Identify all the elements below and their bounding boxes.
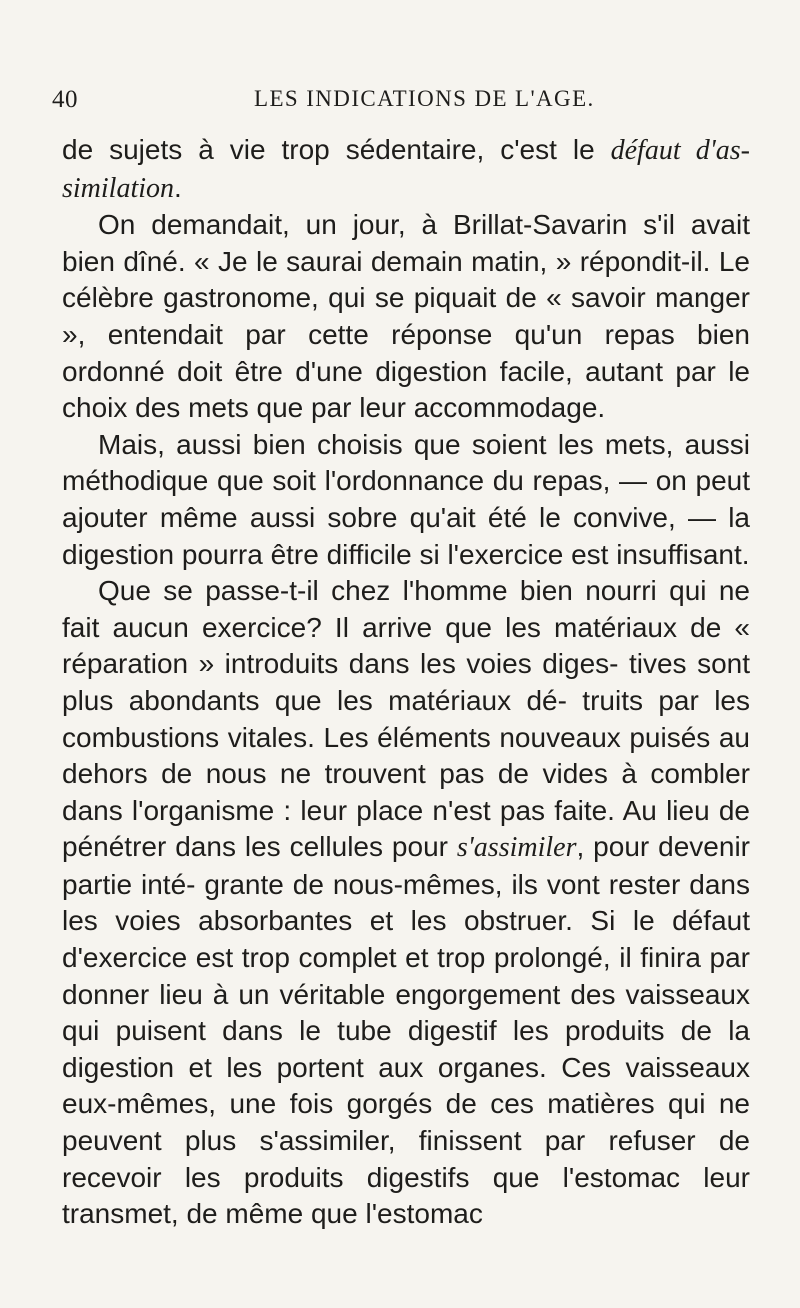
paragraph-2: On demandait, un jour, à Brillat-Savarin s'il avait bien dîné. « Je le saurai demain matin, » répondit-il. Le célèbre gastronome, qui se piquait de « savoir manger », entendait par cette réponse qu'un repas bien ordonné doit être d'une digestion facile, autant par le choix des mets que par leur accommodage. bbox=[62, 209, 750, 424]
paragraph-1-italic: défaut d'as- similation bbox=[62, 135, 750, 204]
body-text bbox=[62, 132, 750, 1233]
paragraph-4 bbox=[62, 573, 750, 1233]
running-title: LES INDICATIONS DE L'AGE. bbox=[254, 86, 595, 111]
paragraph-4-italic: s'assimiler bbox=[456, 832, 577, 864]
paragraph-4-text-a: Que se passe-t-il chez l'homme bien nourri qui ne fait aucun exercice? Il arrive que les matériaux de « réparation » introduits dans les voies diges- tives sont plus abondants que les matériaux dé- truits par les combustions vitales. Les éléments nouveaux puisés au dehors de nous ne trouvent pas de vides à combler dans l'organisme : leur place n'est pas faite. Au lieu de pénétrer dans les cellules pour bbox=[62, 575, 750, 863]
paragraph-3: Mais, aussi bien choisis que soient les mets, aussi méthodique que soit l'ordonnance du repas, — on peut ajouter même aussi sobre qu'ait été le convive, — la digestion pourra être difficile si l'exercice est insuffisant. bbox=[62, 428, 750, 570]
running-head bbox=[52, 86, 750, 116]
paragraph-4-text-b: , pour devenir partie inté- grante de nous-mêmes, ils vont rester dans les voies absorbantes et les obstruer. Si le défaut d'exercice est trop complet et trop prolongé, il finira par donner lieu à un véritable engorgement des vaisseaux qui puisent dans le tube digestif les produits de la digestion et les portent aux organes. Ces vaisseaux eux-mêmes, une fois gorgés de ces matières qui ne peuvent plus s'assimiler, finissent par refuser de recevoir les produits digestifs que l'estomac leur transmet, de même que l'estomac bbox=[62, 831, 750, 1230]
paragraph-1 bbox=[62, 132, 750, 207]
paragraph-1-text-b: . bbox=[174, 171, 182, 203]
page-number: 40 bbox=[52, 86, 78, 113]
paragraph-1-text-a: de sujets à vie trop sédentaire, c'est le bbox=[62, 134, 611, 165]
